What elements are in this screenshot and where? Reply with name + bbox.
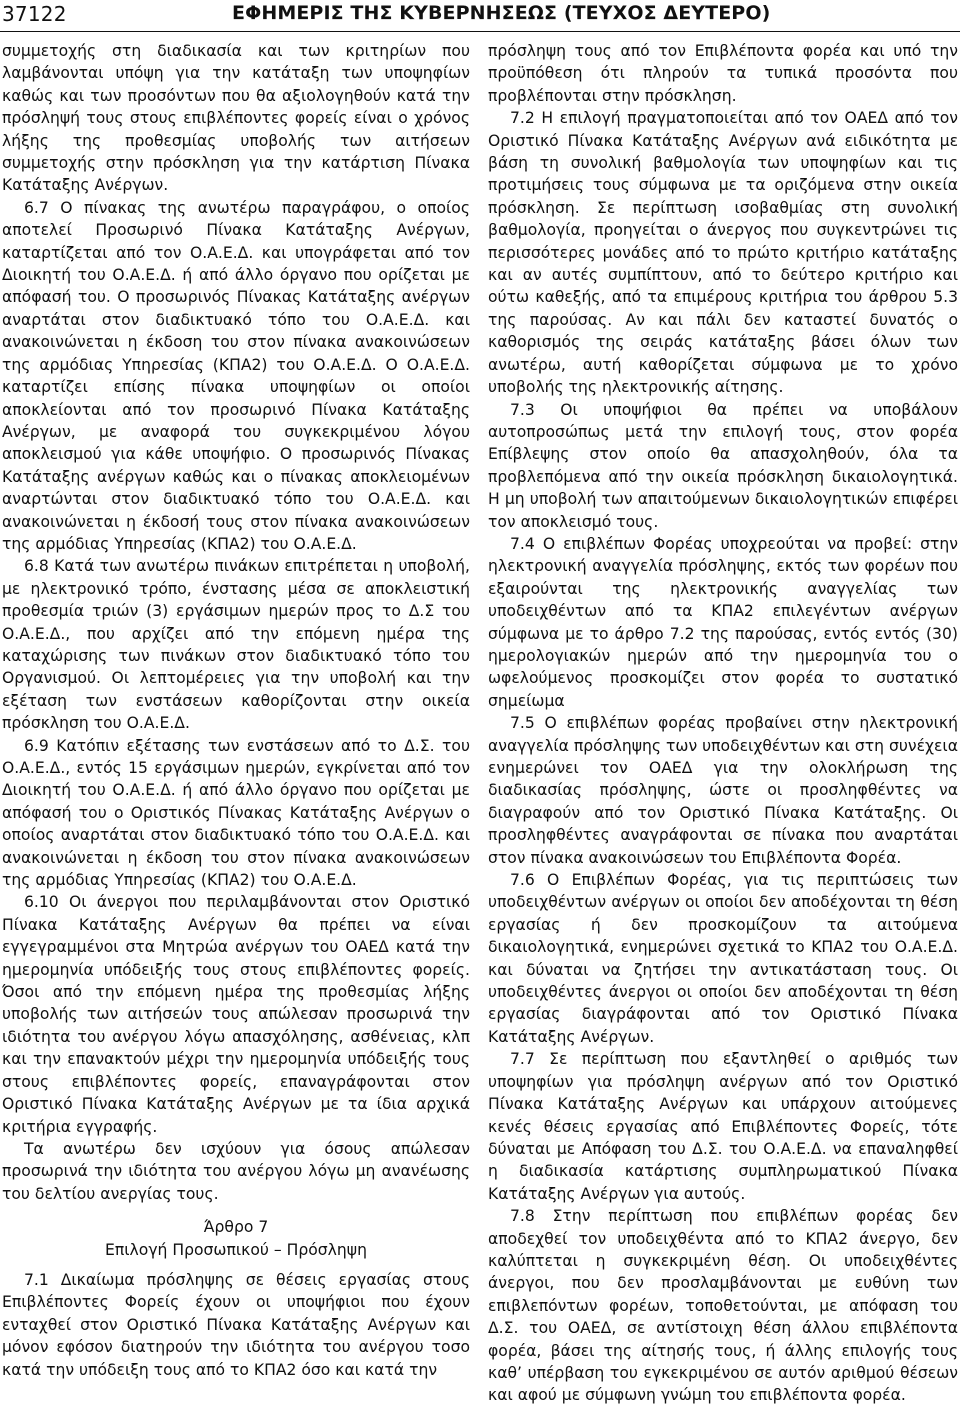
paragraph-7-6: 7.6 Ο Επιβλέπων Φορέας, για τις περιπτώσεις των υποδειχθέντων ανέργων οι οποίοι δεν αποδέχονται τη θέση εργασίας ή δεν προσκομίζουν τα αιτούμενα δικαιολογητικά, ενημερώνει σχετικά το ΚΠΑ2 του Ο.Α.Ε.Δ. και δύναται να ζητήσει την αντικατάσταση τους. Οι υποδειχθέντες άνεργοι οι οποίοι δεν αποδέχονται τη θέση εργασίας διαγράφονται από τον Οριστικό Πίνακα Κατάταξης Ανέργων. [488, 871, 958, 1046]
paragraph-exception: Τα ανωτέρω δεν ισχύουν για όσους απώλεσαν προσωρινά την ιδιότητα του ανέργου λόγω μη ανανέωσης του δελτίου ανεργίας τους. [2, 1139, 470, 1203]
page-number: 37122 [2, 2, 67, 26]
paragraph-7-8: 7.8 Στην περίπτωση που επιβλέπων φορέας δεν αποδεχθεί τον υποδειχθέντα από το ΚΠΑ2 άνεργο, δεν καλύπτεται η συγκεκριμένη θέση. Οι υποδειχθέντες άνεργοι, που δεν προσλαμβάνονται με ευθύνη των επιβλεπόντων φορέων, τοποθετούνται, με απόφαση του Δ.Σ. του ΟΑΕΔ, σε αντίστοιχη θέση άλλου επιβλέποντα φορέα, βάσει της αίτησής τους, ή άλλης επιλογής τους καθ’ υπέρβαση του εγκεκριμένου σε αυτόν αριθμού θέσεων και αφού με σύμφωνη γνώμη του επιβλέποντα φορέα. [488, 1207, 958, 1405]
paragraph-7-1: 7.1 Δικαίωμα πρόσληψης σε θέσεις εργασίας στους Επιβλέποντες Φορείς έχουν οι υποψήφιοι που έχουν ενταχθεί στον Οριστικό Πίνακα Κατάταξης Ανέργων και μόνον εφόσον διατηρούν την ιδιότητα του ανέργου τοσο κατά την υπόδειξη τους από το ΚΠΑ2 όσο και κατά την [2, 1270, 470, 1379]
right-column [488, 40, 958, 1407]
paragraph-6-8: 6.8 Κατά των ανωτέρω πινάκων επιτρέπεται η υποβολή, με ηλεκτρονικό τρόπο, ένστασης μέσα σε αποκλειστική προθεσμία τριών (3) εργάσιμων ημερών προς το Δ.Σ του Ο.Α.Ε.Δ., που αρχίζει από την επόμενη ημέρα της καταχώρισης των πινάκων στον διαδικτυακό τόπο του Οργανισμού. Οι λεπτομέρειες για την υποβολή και την εξέταση των ενστάσεων καθορίζονται στην οικεία πρόσκληση του Ο.Α.Ε.Δ. [2, 557, 470, 733]
paragraph-7-5: 7.5 Ο επιβλέπων φορέας προβαίνει στην ηλεκτρονική αναγγελία πρόσληψης των υποδειχθέντων και στη συνέχεια ενημερώνει τον ΟΑΕΔ για την ολοκλήρωση της διαδικασίας πρόσληψης, ώστε οι προσληφθέντες να διαγραφούν από τον Οριστικό Πίνακα Κατάταξης. Οι προσληφθέντες αναγράφονται σε πίνακα που αναρτάται στον πίνακα ανακοινώσεων του Επιβλέποντα Φορέα. [488, 714, 958, 867]
header-rule [0, 31, 960, 32]
paragraph-6-10: 6.10 Οι άνεργοι που περιλαμβάνονται στον Οριστικό Πίνακα Κατάταξης Ανέργων θα πρέπει να είναι εγγεγραμμένοι στα Μητρώα ανέργων του ΟΑΕΔ κατά την ημερομηνία υπόδειξής τους στους επιβλέποντες φορείς. Όσοι από την επόμενη ημέρα της προθεσμίας λήξης υποβολής των αιτήσεών τους απώλεσαν προσωρινά την ιδιότητα του ανέργου λόγω απασχόλησης, ασθένειας, κλπ και την επανακτούν μέχρι την ημερομηνία υπόδειξής τους στους επιβλέποντες φορείς, επαναγράφονται στον Οριστικό Πίνακα Κατάταξης Ανέργων με τα ίδια αρχικά κριτήρια εγγραφής. [2, 893, 470, 1136]
paragraph-6-7: 6.7 Ο πίνακας της ανωτέρω παραγράφου, ο οποίος αποτελεί Προσωρινό Πίνακα Κατάταξης Ανέργων, καταρτίζεται από τον Ο.Α.Ε.Δ. και υπογράφεται από τον Διοικητή του Ο.Α.Ε.Δ. ή από άλλο όργανο που ορίζεται με απόφασή του. Ο προσωρινός Πίνακας Κατάταξης ανέργων αναρτάται στον διαδικτυακό τόπο του Ο.Α.Ε.Δ. και ανακοινώνεται η έκδοση του στον πίνακα ανακοινώσεων της αρμόδιας Υπηρεσίας (ΚΠΑ2) του Ο.Α.Ε.Δ. Ο Ο.Α.Ε.Δ. καταρτίζει επίσης πίνακα υποψηφίων οι οποίοι αποκλείονται από τον προσωρινό Πίνακα Κατάταξης Ανέργων, με αναφορά του συγκεκριμένου λόγου αποκλεισμού για κάθε υποψήφιο. Ο προσωρινός Πίνακας Κατάταξης ανέργων καθώς και ο πίνακας αποκλειομένων αναρτώνται στον διαδικτυακό τόπο του Ο.Α.Ε.Δ. και ανακοινώνεται η έκδοσή τους στον πίνακα ανακοινώσεων της αρμόδιας Υπηρεσίας (ΚΠΑ2) του Ο.Α.Ε.Δ. [2, 198, 470, 553]
article-title: Άρθρο 7 [203, 1218, 269, 1237]
left-column [2, 40, 470, 1381]
paragraph-7-4: 7.4 Ο επιβλέπων Φορέας υποχρεούται να προβεί: στην ηλεκτρονική αναγγελία πρόσληψης, εκτός των φορέων που εξαιρούνται της ηλεκτρονικής αναγγελίας των υποδειχθέντων από τα ΚΠΑ2 επιλεγέντων ανέργων σύμφωνα με το άρθρο 7.2 της παρούσας, εντός εντός (30) ημερολογιακών ημερών από την ημερομηνία του ο ωφελούμενος προσκομίζει στον φορέα το συστατικό σημείωμα [488, 534, 958, 710]
page-header [0, 0, 960, 36]
paragraph-continuation: συμμετοχής στη διαδικασία και των κριτηρίων που λαμβάνονται υπόψη για την κατάταξη των υποψηφίων καθώς και των προσόντων που θα αξιολογηθούν κατά την πρόσληψή τους στους επιβλέποντες φορείς είναι ο χρόνος λήξης της προθεσμίας υποβολής των αιτήσεων συμμετοχής στην πρόσκληση για την κατάρτιση Πίνακα Κατάταξης Ανέργων. [2, 42, 470, 195]
paragraph-7-7: 7.7 Σε περίπτωση που εξαντληθεί ο αριθμός των υποψηφίων για πρόσληψη ανέργων από τον Οριστικό Πίνακα Κατάταξης Ανέργων και υπάρχουν αιτούμενες κενές θέσεις εργασίας από Επιβλέποντες Φορείς, τότε δύναται με Απόφαση του Δ.Σ. του Ο.Α.Ε.Δ. να επαναληφθεί η διαδικασία κατάρτισης συμπληρωματικού Πίνακα Κατάταξης Ανέργων για αυτούς. [488, 1050, 958, 1203]
article-subtitle: Επιλογή Προσωπικού – Πρόσληψη [105, 1240, 367, 1259]
paragraph-continuation-right: πρόσληψη τους από τον Επιβλέποντα φορέα και υπό την προϋπόθεση ότι πληρούν τα τυπικά προσόντα που προβλέπονται στην πρόσκληση. [488, 42, 958, 105]
running-title: ΕΦΗΜΕΡΙΣ ΤΗΣ ΚΥΒΕΡΝΗΣΕΩΣ (ΤΕΥΧΟΣ ΔΕΥΤΕΡΟ) [232, 2, 771, 24]
paragraph-7-2: 7.2 Η επιλογή πραγματοποιείται από τον ΟΑΕΔ από τον Οριστικό Πίνακα Κατάταξης Ανέργων ανά ειδικότητα με βάση τη συνολική βαθμολογία των υποψηφίων και τις προτιμήσεις τους σύμφωνα με τα οριζόμενα στην οικεία πρόσκληση. Σε περίπτωση ισοβαθμίας στη συνολική βαθμολογία, προηγείται ο άνεργος που συγκεντρώνει τις περισσότερες μονάδες από το πρώτο κριτήριο κατάταξης και αν αυτές συμπίπτουν, από το δεύτερο κριτήριο και ούτω καθεξής, από τα επιμέρους κριτήρια του άρθρου 5.3 της παρούσας. Αν και πάλι δεν καταστεί δυνατός ο καθορισμός της σειράς κατάταξης βάσει όλων των ανωτέρω, αυτή καθορίζεται σύμφωνα με το χρόνο υποβολής της ηλεκτρονικής αίτησης. [488, 109, 958, 397]
paragraph-7-3: 7.3 Οι υποψήφιοι θα πρέπει να υποβάλουν αυτοπροσώπως μετά την επιλογή τους, στον φορέα Επίβλεψης στον οποίο θα απασχοληθούν, όλα τα προβλεπόμενα από την οικεία πρόσκληση δικαιολογητικά. Η μη υποβολή των απαιτούμενων δικαιολογητικών επιφέρει τον αποκλεισμό τους. [488, 400, 958, 531]
paragraph-6-9: 6.9 Κατόπιν εξέτασης των ενστάσεων από το Δ.Σ. του Ο.Α.Ε.Δ., εντός 15 εργάσιμων ημερών, εγκρίνεται από τον Διοικητή του Ο.Α.Ε.Δ. ή από άλλο όργανο που ορίζεται με απόφασή του ο Οριστικός Πίνακας Κατάταξης Ανέργων ο οποίος αναρτάται στον διαδικτυακό τόπο του Ο.Α.Ε.Δ. και ανακοινώνεται η έκδοση του στον πίνακα ανακοινώσεων της αρμόδιας Υπηρεσίας (ΚΠΑ2) του Ο.Α.Ε.Δ. [2, 736, 470, 890]
